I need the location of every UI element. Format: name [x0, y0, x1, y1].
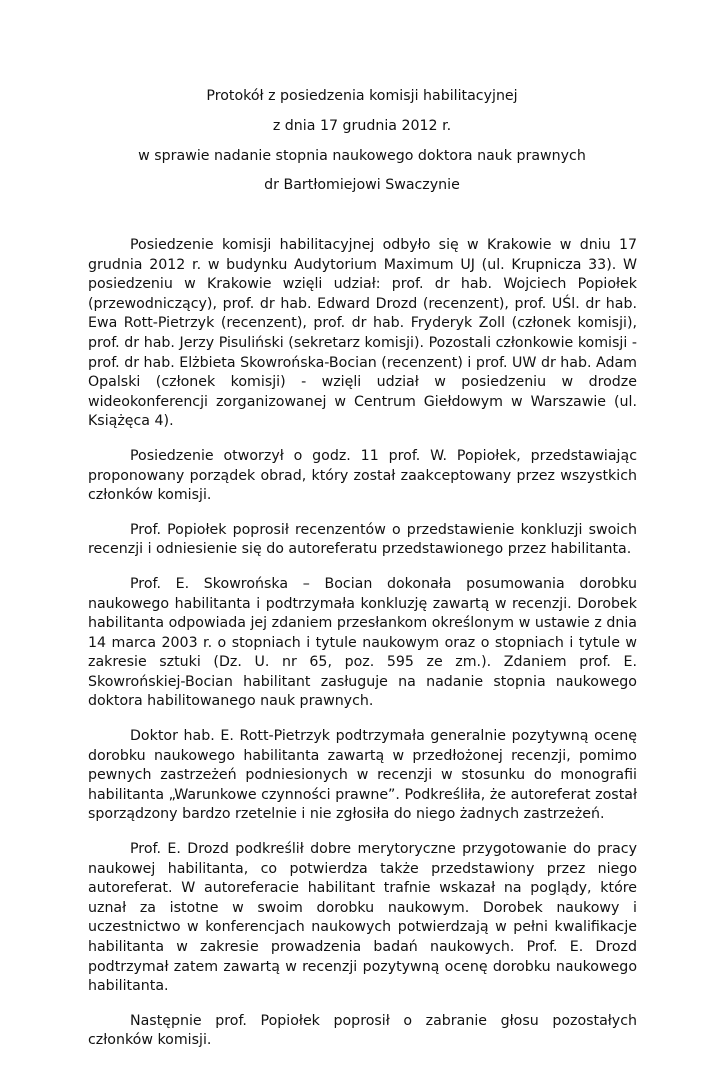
- protocol-header: [88, 86, 636, 106]
- protocol-body: [88, 236, 637, 1066]
- paragraph-opening: Posiedzenie otworzył o godz. 11 prof. W. Popiołek, przedstawiając proponowany porządek obrad, który został zaakceptowany przez wszystkich członków komisji.: [88, 447, 637, 504]
- protocol-candidate-text: dr Bartłomiejowi Swaczynie: [264, 177, 460, 193]
- protocol-date: [88, 116, 636, 136]
- paragraph-meeting-details: Posiedzenie komisji habilitacyjnej odbyło się w Krakowie w dniu 17 grudnia 2012 r. w budynku Audytorium Maximum UJ (ul. Krupnicza 33). W posiedzeniu w Krakowie wzięli udział: prof. dr hab. Wojciech Popiołek (przewodniczący), prof. dr hab. Edward Drozd (recenzent), prof. UŚl. dr hab. Ewa Rott-Pietrzyk (recenzent), prof. dr hab. Fryderyk Zoll (członek komisji), prof. dr hab. Jerzy Pisuliński (sekretarz komisji). Pozostali członkowie komisji - prof. dr hab. Elżbieta Skowrońska-Bocian (recenzent) i prof. UW dr hab. Adam Opalski (członek komisji) - wzięli udział w posiedzeniu w drodze wideokonferencji zorganizowanej w Centrum Giełdowym w Warszawie (ul. Książęca 4).: [88, 237, 637, 430]
- protocol-candidate: [88, 175, 636, 195]
- protocol-subject-text: w sprawie nadanie stopnia naukowego doktora nauk prawnych: [138, 148, 586, 164]
- protocol-date-text: z dnia 17 grudnia 2012 r.: [272, 118, 452, 134]
- paragraph-skowronska-review: Prof. E. Skowrońska – Bocian dokonała posumowania dorobku naukowego habilitanta i podtrzymała konkluzję zawartą w recenzji. Dorobek habilitanta odpowiada jej zdaniem przesłankom określonym w ustawie z dnia 14 marca 2003 r. o stopniach i tytule naukowym oraz o stopniach i tytule w zakresie sztuki (Dz. U. nr 65, poz. 595 ze zm.). Zdaniem prof. E. Skowrońskiej-Bocian habilitant zasługuje na nadanie stopnia naukowego doktora habilitowanego nauk prawnych.: [88, 575, 637, 710]
- protocol-title: Protokół z posiedzenia komisji habilitacyjnej: [206, 88, 518, 104]
- protocol-subject: [88, 146, 636, 166]
- paragraph-reviewers-request: Prof. Popiołek poprosił recenzentów o przedstawienie konkluzji swoich recenzji i odniesienie się do autoreferatu przedstawionego przez habilitanta.: [88, 521, 637, 558]
- paragraph-other-members: Następnie prof. Popiołek poprosił o zabranie głosu pozostałych członków komisji.: [88, 1012, 637, 1049]
- paragraph-rott-pietrzyk-review: Doktor hab. E. Rott-Pietrzyk podtrzymała generalnie pozytywną ocenę dorobku naukowego habilitanta zawartą w przedłożonej recenzji, pomimo pewnych zastrzeżeń podniesionych w recenzji w stosunku do monografii habilitanta „Warunkowe czynności prawne”. Podkreśliła, że autoreferat został sporządzony bardzo rzetelnie i nie zgłosiła do niego żadnych zastrzeżeń.: [88, 728, 637, 823]
- paragraph-drozd-review: Prof. E. Drozd podkreślił dobre merytoryczne przygotowanie do pracy naukowej habilitanta, co potwierdza także przedstawiony przez niego autoreferat. W autoreferacie habilitant trafnie wskazał na poglądy, które uznał za istotne w swoim dorobku naukowym. Dorobek naukowy i uczestnictwo w konferencjach naukowych potwierdzają w pełni kwalifikacje habilitanta w zakresie prowadzenia badań naukowych. Prof. E. Drozd podtrzymał zatem zawartą w recenzji pozytywną ocenę dorobku naukowego habilitanta.: [88, 841, 637, 995]
